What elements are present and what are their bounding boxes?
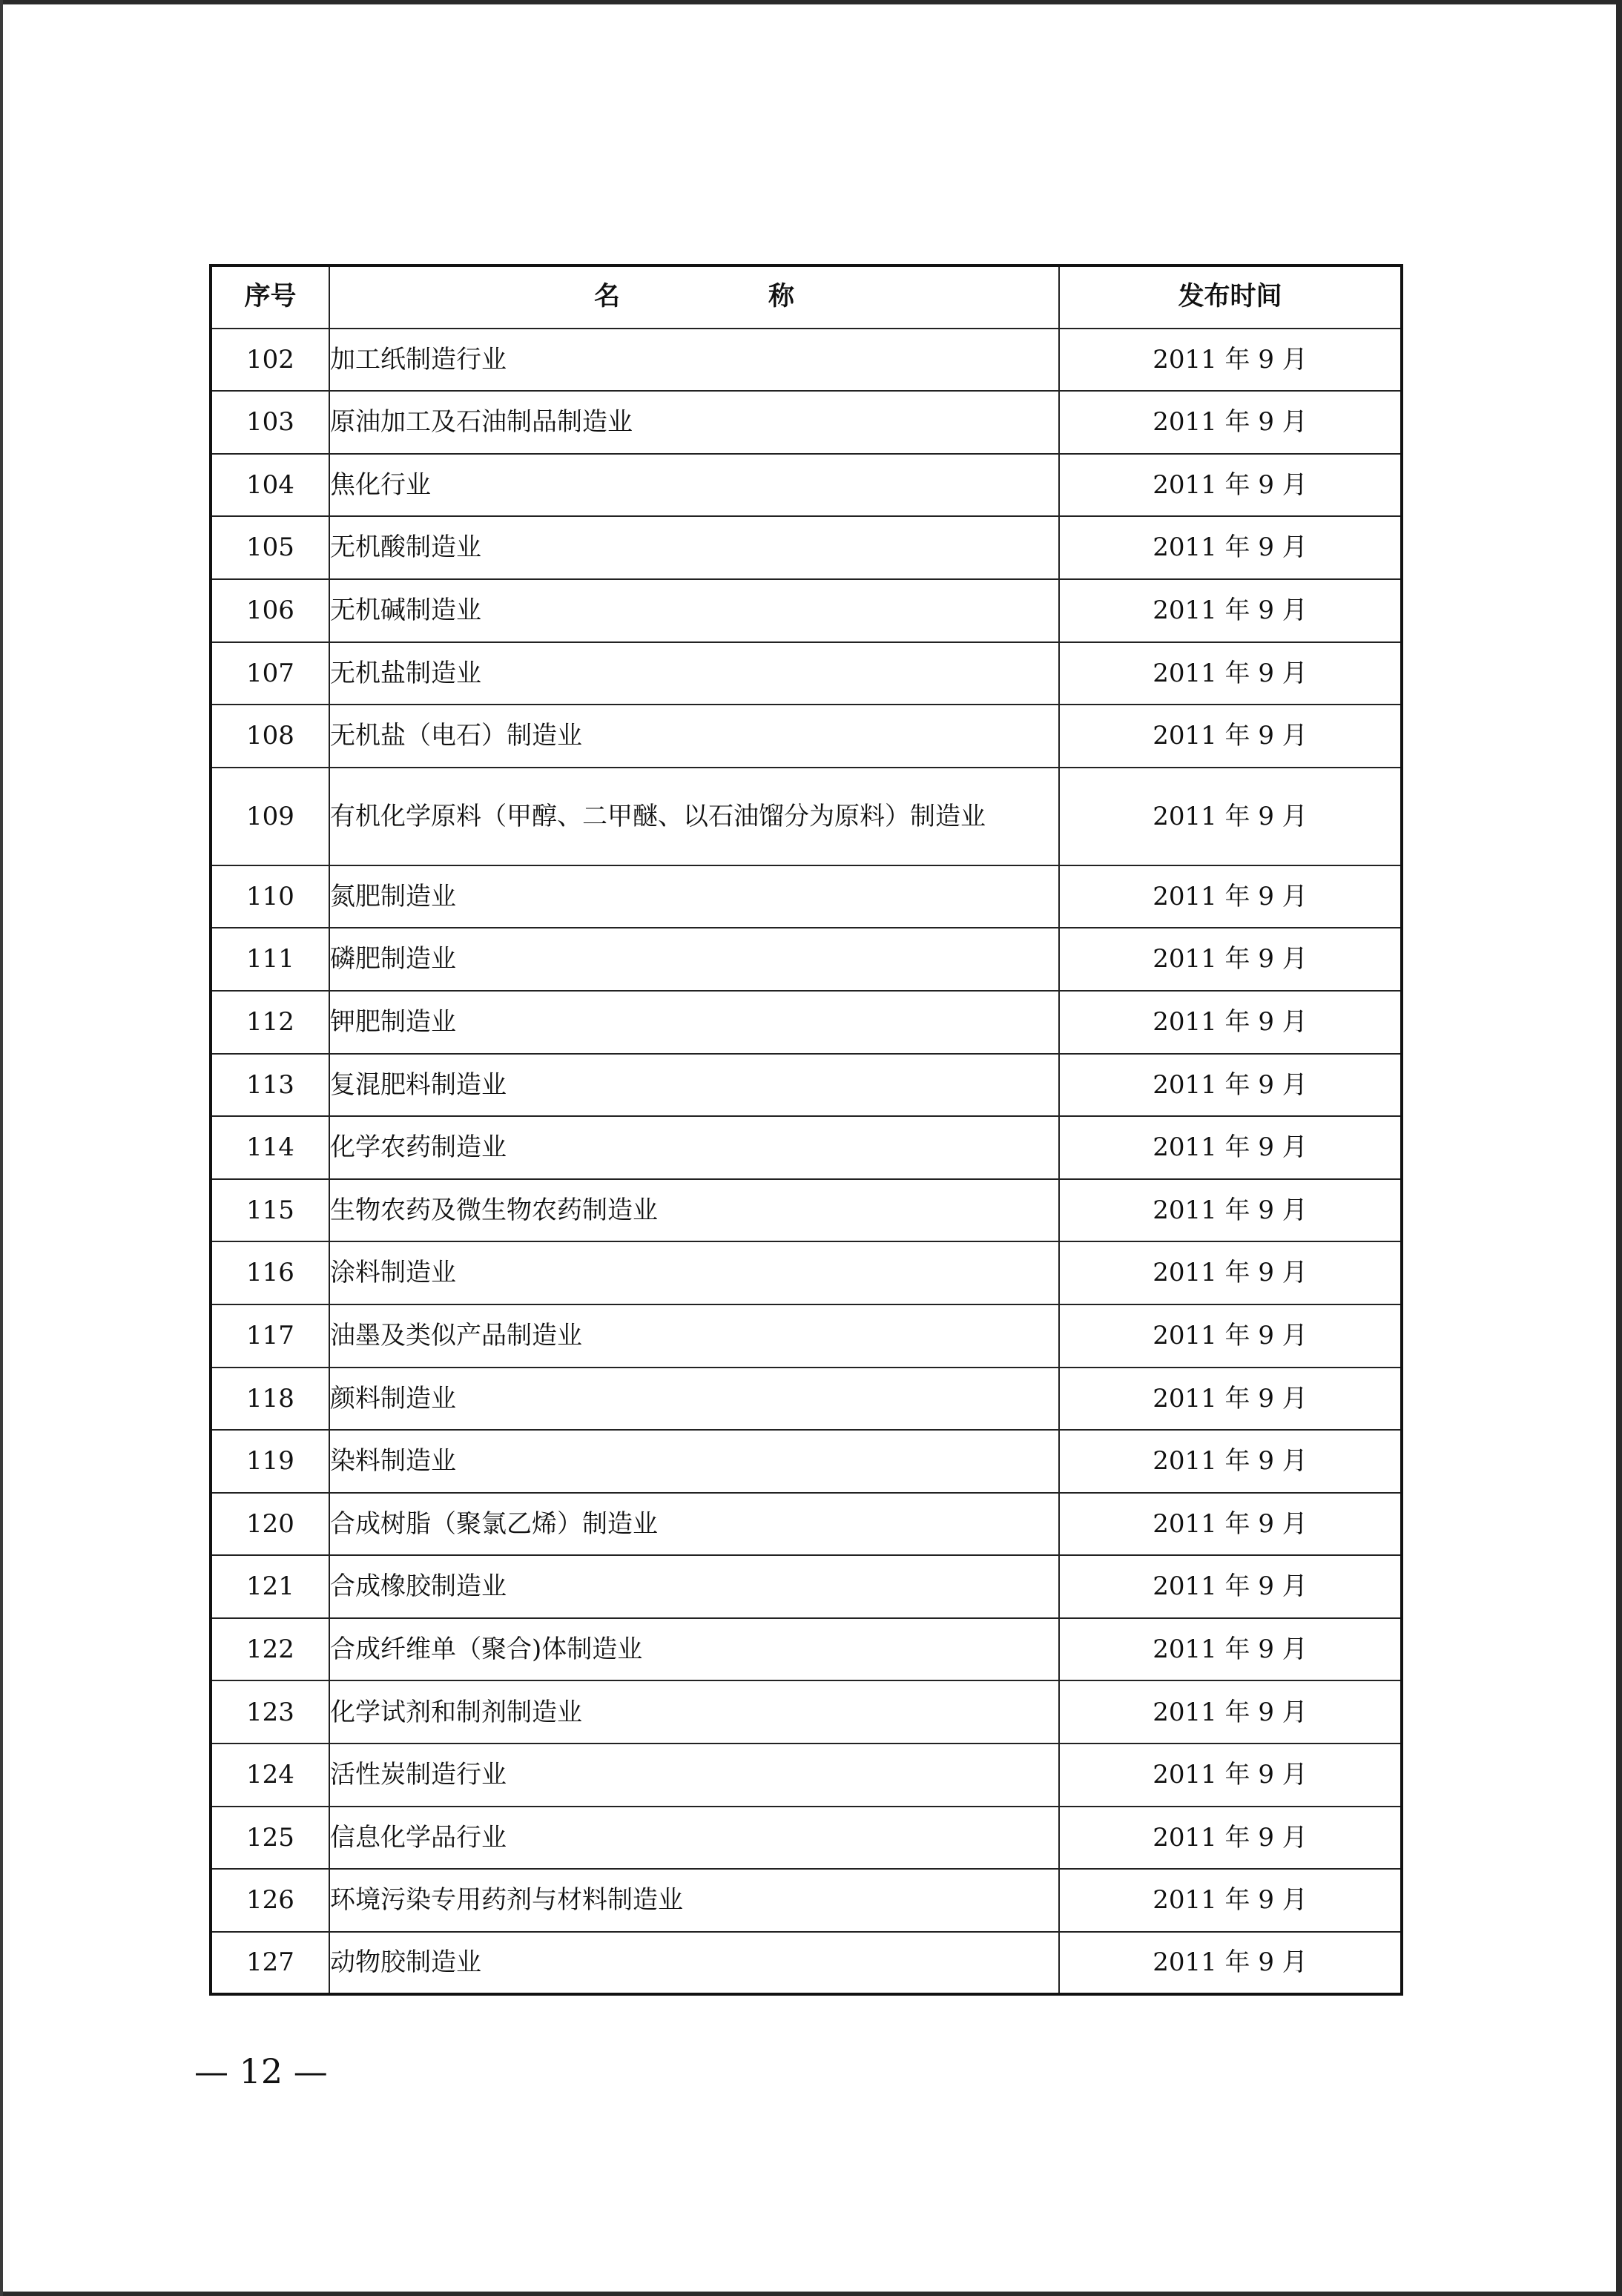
row-name: 复混肥料制造业 xyxy=(329,1054,1059,1117)
row-number: 111 xyxy=(211,928,329,991)
row-name: 动物胶制造业 xyxy=(329,1932,1059,1995)
row-name: 信息化学品行业 xyxy=(329,1807,1059,1870)
row-name: 合成树脂（聚氯乙烯）制造业 xyxy=(329,1493,1059,1556)
table-row xyxy=(211,1555,1402,1618)
industry-standards-table xyxy=(209,264,1403,1996)
scan-border-top xyxy=(0,0,1622,4)
table-row xyxy=(211,1869,1402,1932)
row-date: 2011 年 9 月 xyxy=(1059,928,1402,991)
header-name xyxy=(329,265,1059,329)
row-number: 124 xyxy=(211,1744,329,1807)
row-number: 118 xyxy=(211,1368,329,1431)
row-date: 2011 年 9 月 xyxy=(1059,1116,1402,1179)
table-row xyxy=(211,1054,1402,1117)
row-name: 磷肥制造业 xyxy=(329,928,1059,991)
table-row xyxy=(211,991,1402,1054)
table-row xyxy=(211,1241,1402,1304)
row-number: 121 xyxy=(211,1555,329,1618)
row-date: 2011 年 9 月 xyxy=(1059,768,1402,865)
row-number: 108 xyxy=(211,705,329,768)
table-row xyxy=(211,1680,1402,1744)
row-name: 活性炭制造行业 xyxy=(329,1744,1059,1807)
row-name: 钾肥制造业 xyxy=(329,991,1059,1054)
scan-border-left xyxy=(0,0,3,2296)
row-date: 2011 年 9 月 xyxy=(1059,1054,1402,1117)
row-date: 2011 年 9 月 xyxy=(1059,391,1402,454)
row-number: 114 xyxy=(211,1116,329,1179)
row-name: 颜料制造业 xyxy=(329,1368,1059,1431)
row-name: 加工纸制造行业 xyxy=(329,329,1059,392)
row-number: 104 xyxy=(211,454,329,517)
header-date: 发布时间 xyxy=(1059,265,1402,329)
row-date: 2011 年 9 月 xyxy=(1059,329,1402,392)
table-row xyxy=(211,1744,1402,1807)
table-row xyxy=(211,928,1402,991)
row-date: 2011 年 9 月 xyxy=(1059,1241,1402,1304)
row-name: 焦化行业 xyxy=(329,454,1059,517)
table-row xyxy=(211,1807,1402,1870)
table-row xyxy=(211,1368,1402,1431)
row-date: 2011 年 9 月 xyxy=(1059,1179,1402,1242)
table-row xyxy=(211,642,1402,705)
scan-border-bottom xyxy=(0,2292,1622,2296)
table-row xyxy=(211,1932,1402,1995)
row-number: 105 xyxy=(211,516,329,579)
row-number: 116 xyxy=(211,1241,329,1304)
row-name: 油墨及类似产品制造业 xyxy=(329,1304,1059,1368)
row-name: 合成纤维单（聚合)体制造业 xyxy=(329,1618,1059,1681)
page-number: — 12 — xyxy=(194,2051,328,2091)
row-date: 2011 年 9 月 xyxy=(1059,579,1402,642)
table-row xyxy=(211,1179,1402,1242)
row-number: 122 xyxy=(211,1618,329,1681)
row-number: 107 xyxy=(211,642,329,705)
row-number: 127 xyxy=(211,1932,329,1995)
row-date: 2011 年 9 月 xyxy=(1059,1869,1402,1932)
row-number: 126 xyxy=(211,1869,329,1932)
row-name: 氮肥制造业 xyxy=(329,865,1059,928)
row-date: 2011 年 9 月 xyxy=(1059,865,1402,928)
row-name: 无机酸制造业 xyxy=(329,516,1059,579)
row-number: 110 xyxy=(211,865,329,928)
row-name: 有机化学原料（甲醇、二甲醚、以石油馏分为原料）制造业 xyxy=(329,768,1059,865)
table-row xyxy=(211,1304,1402,1368)
row-number: 117 xyxy=(211,1304,329,1368)
row-name: 涂料制造业 xyxy=(329,1241,1059,1304)
row-date: 2011 年 9 月 xyxy=(1059,454,1402,517)
table-row xyxy=(211,329,1402,392)
row-name: 环境污染专用药剂与材料制造业 xyxy=(329,1869,1059,1932)
scan-border-right xyxy=(1616,0,1622,2296)
row-number: 119 xyxy=(211,1430,329,1493)
table-row xyxy=(211,1493,1402,1556)
table-row xyxy=(211,705,1402,768)
row-name: 化学试剂和制剂制造业 xyxy=(329,1680,1059,1744)
row-date: 2011 年 9 月 xyxy=(1059,1304,1402,1368)
row-date: 2011 年 9 月 xyxy=(1059,516,1402,579)
row-number: 125 xyxy=(211,1807,329,1870)
row-date: 2011 年 9 月 xyxy=(1059,1680,1402,1744)
row-name: 化学农药制造业 xyxy=(329,1116,1059,1179)
row-name: 无机盐（电石）制造业 xyxy=(329,705,1059,768)
row-name: 无机碱制造业 xyxy=(329,579,1059,642)
table-row xyxy=(211,391,1402,454)
table-row xyxy=(211,579,1402,642)
table-row xyxy=(211,1618,1402,1681)
row-date: 2011 年 9 月 xyxy=(1059,1932,1402,1995)
row-number: 123 xyxy=(211,1680,329,1744)
row-name: 染料制造业 xyxy=(329,1430,1059,1493)
row-number: 109 xyxy=(211,768,329,865)
row-name: 生物农药及微生物农药制造业 xyxy=(329,1179,1059,1242)
row-date: 2011 年 9 月 xyxy=(1059,1430,1402,1493)
row-date: 2011 年 9 月 xyxy=(1059,1368,1402,1431)
row-date: 2011 年 9 月 xyxy=(1059,642,1402,705)
header-name-text: 名称 xyxy=(593,281,943,311)
row-date: 2011 年 9 月 xyxy=(1059,991,1402,1054)
row-name: 原油加工及石油制品制造业 xyxy=(329,391,1059,454)
row-name: 无机盐制造业 xyxy=(329,642,1059,705)
row-date: 2011 年 9 月 xyxy=(1059,1618,1402,1681)
table-row xyxy=(211,1430,1402,1493)
row-number: 102 xyxy=(211,329,329,392)
row-date: 2011 年 9 月 xyxy=(1059,1744,1402,1807)
row-number: 115 xyxy=(211,1179,329,1242)
row-number: 106 xyxy=(211,579,329,642)
table-row xyxy=(211,1116,1402,1179)
row-number: 112 xyxy=(211,991,329,1054)
row-date: 2011 年 9 月 xyxy=(1059,1555,1402,1618)
row-number: 120 xyxy=(211,1493,329,1556)
table-row xyxy=(211,865,1402,928)
table-header-row xyxy=(211,265,1402,329)
row-date: 2011 年 9 月 xyxy=(1059,1493,1402,1556)
header-number: 序号 xyxy=(211,265,329,329)
row-date: 2011 年 9 月 xyxy=(1059,1807,1402,1870)
row-number: 103 xyxy=(211,391,329,454)
row-number: 113 xyxy=(211,1054,329,1117)
row-name: 合成橡胶制造业 xyxy=(329,1555,1059,1618)
table-row xyxy=(211,454,1402,517)
table-row xyxy=(211,768,1402,865)
table-row xyxy=(211,516,1402,579)
row-date: 2011 年 9 月 xyxy=(1059,705,1402,768)
